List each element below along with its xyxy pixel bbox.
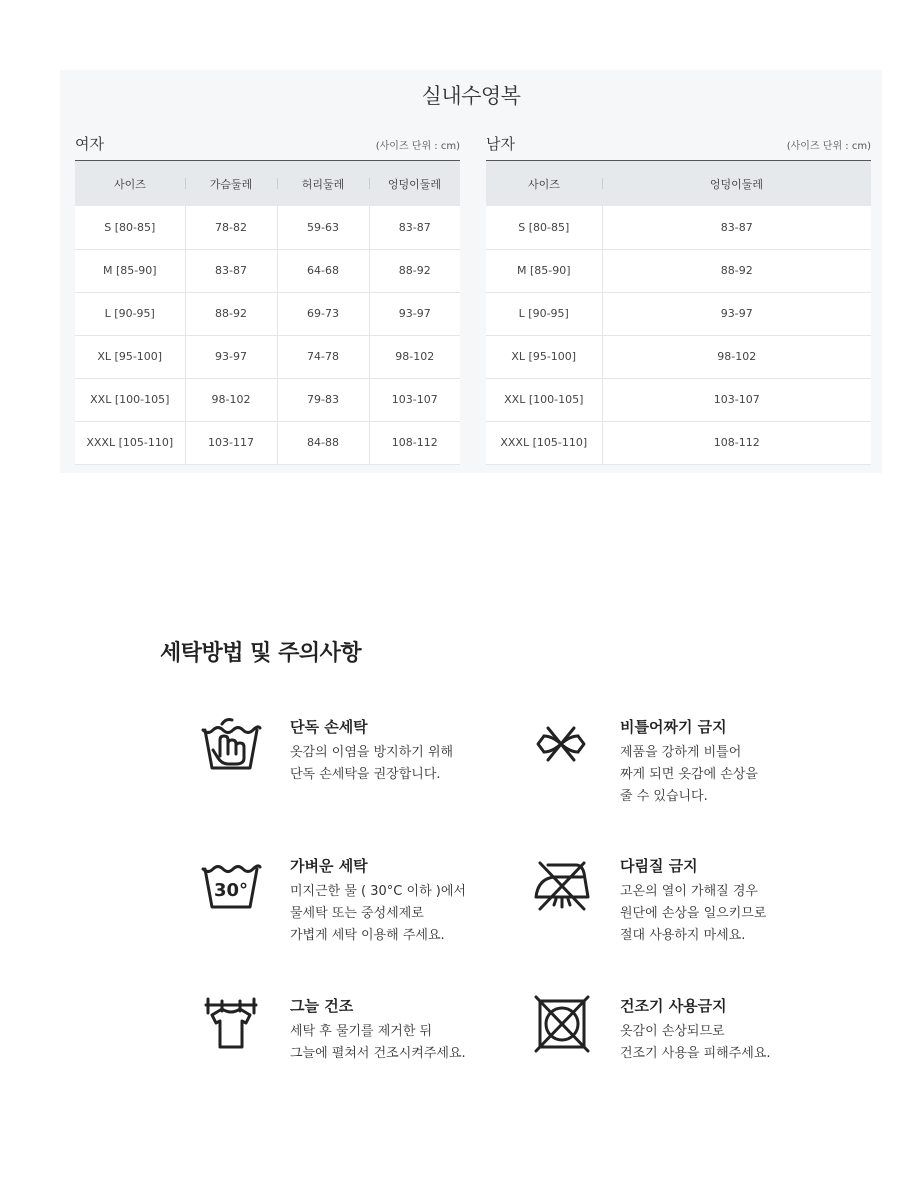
table-row	[75, 378, 460, 421]
table-row	[486, 292, 871, 335]
table-cell: 108-112	[369, 421, 460, 464]
care-item-gentle-wash	[200, 855, 500, 955]
care-desc-line: 세탁 후 물기를 제거한 뒤	[290, 1024, 433, 1039]
women-label: 여자	[75, 135, 104, 153]
column-header: 허리둘레	[277, 161, 369, 206]
care-item-name: 단독 손세탁	[290, 718, 368, 736]
care-desc-line: 줄 수 있습니다.	[620, 789, 708, 804]
size-chart-panel	[60, 70, 882, 473]
care-item-description	[620, 1021, 771, 1065]
table-cell: L [90-95]	[518, 307, 569, 320]
table-cell: 103-117	[185, 421, 277, 464]
table-cell: XXXL [105-110]	[500, 436, 588, 449]
care-item-name: 그늘 건조	[290, 997, 354, 1015]
men-unit-note: (사이즈 단위 : cm)	[786, 141, 871, 152]
no-tumble-dry-icon	[530, 995, 592, 1053]
column-header: 사이즈	[114, 177, 146, 191]
care-item-description	[290, 1021, 466, 1065]
table-row	[486, 378, 871, 421]
table-row	[75, 249, 460, 292]
women-unit-note: (사이즈 단위 : cm)	[375, 141, 460, 152]
table-cell: 98-102	[185, 378, 277, 421]
table-cell: S [80-85]	[518, 220, 570, 234]
table-cell: 93-97	[185, 335, 277, 378]
no-iron-icon	[530, 855, 592, 913]
table-cell: XL [95-100]	[511, 350, 577, 363]
table-cell: 78-82	[185, 206, 277, 249]
care-item-hand-wash	[200, 716, 500, 816]
table-cell: 59-63	[277, 206, 369, 249]
table-cell: XL [95-100]	[97, 350, 163, 363]
care-item-no-tumble-dry	[530, 995, 830, 1095]
women-table-header-bar	[75, 130, 460, 161]
table-cell: 69-73	[277, 292, 369, 335]
table-cell: 83-87	[369, 206, 460, 249]
column-header: 가슴둘레	[185, 161, 277, 206]
table-cell: 84-88	[277, 421, 369, 464]
women-size-table-block	[75, 130, 460, 465]
care-desc-line: 절대 사용하지 마세요.	[620, 928, 746, 943]
care-desc-line: 가볍게 세탁 이용해 주세요.	[290, 928, 445, 943]
table-cell: 98-102	[369, 335, 460, 378]
men-size-table	[486, 161, 871, 465]
table-cell: 74-78	[277, 335, 369, 378]
table-cell: XXL [100-105]	[504, 393, 584, 406]
table-row	[75, 292, 460, 335]
table-cell: 93-97	[602, 292, 871, 335]
care-section-title: 세탁방법 및 주의사항	[160, 641, 362, 666]
table-row	[75, 206, 460, 249]
column-header: 엉덩이둘레	[602, 161, 871, 206]
table-header-row	[486, 161, 871, 206]
table-cell: 98-102	[602, 335, 871, 378]
care-desc-line: 미지근한 물 ( 30°C 이하 )에서	[290, 884, 466, 899]
size-chart-title: 실내수영복	[421, 84, 521, 108]
care-item-no-wring	[530, 716, 830, 816]
table-row	[486, 206, 871, 249]
table-cell: XXL [100-105]	[90, 393, 170, 406]
table-cell: 93-97	[369, 292, 460, 335]
care-item-description	[620, 742, 758, 808]
column-header: 엉덩이둘레	[369, 161, 460, 206]
women-size-table	[75, 161, 460, 465]
table-cell: 88-92	[185, 292, 277, 335]
care-item-name: 다림질 금지	[620, 857, 698, 875]
table-cell: 83-87	[185, 249, 277, 292]
care-desc-line: 제품을 강하게 비틀어	[620, 745, 742, 760]
wash-temperature-label: 30°	[213, 880, 249, 901]
care-item-shade-dry	[200, 995, 500, 1095]
shade-dry-icon	[200, 995, 262, 1053]
care-item-name: 건조기 사용금지	[620, 997, 727, 1015]
care-item-description	[620, 881, 766, 947]
care-item-description	[290, 881, 466, 947]
wash-30-icon	[200, 855, 262, 913]
table-row	[486, 421, 871, 464]
table-header-row	[75, 161, 460, 206]
care-item-description	[290, 742, 453, 786]
care-desc-line: 원단에 손상을 일으키므로	[620, 906, 767, 921]
care-desc-line: 고온의 열이 가해질 경우	[620, 884, 758, 899]
men-label: 남자	[486, 135, 515, 153]
table-row	[75, 335, 460, 378]
care-desc-line: 물세탁 또는 중성세제로	[290, 906, 424, 921]
table-cell: 88-92	[369, 249, 460, 292]
care-item-name: 비틀어짜기 금지	[620, 718, 727, 736]
care-desc-line: 건조기 사용을 피해주세요.	[620, 1046, 771, 1061]
table-cell: M [85-90]	[516, 264, 571, 277]
hand-wash-icon	[200, 716, 262, 774]
table-row	[75, 421, 460, 464]
care-desc-line: 단독 손세탁을 권장합니다.	[290, 767, 441, 782]
table-cell: 64-68	[277, 249, 369, 292]
no-wring-icon	[530, 716, 592, 774]
men-size-table-block	[486, 130, 871, 465]
table-row	[486, 249, 871, 292]
table-cell: L [90-95]	[104, 307, 155, 320]
table-cell: 79-83	[277, 378, 369, 421]
table-cell: 83-87	[602, 206, 871, 249]
care-desc-line: 짜게 되면 옷감에 손상을	[620, 767, 758, 782]
care-desc-line: 옷감이 손상되므로	[620, 1024, 725, 1039]
care-item-no-iron	[530, 855, 830, 955]
table-cell: 103-107	[369, 378, 460, 421]
table-cell: M [85-90]	[102, 264, 157, 277]
table-cell: XXXL [105-110]	[86, 436, 174, 449]
table-cell: 103-107	[602, 378, 871, 421]
table-cell: S [80-85]	[104, 220, 156, 234]
men-table-header-bar	[486, 130, 871, 161]
column-header: 사이즈	[528, 177, 560, 191]
table-row	[486, 335, 871, 378]
care-desc-line: 그늘에 펼쳐서 건조시켜주세요.	[290, 1046, 466, 1061]
table-cell: 108-112	[602, 421, 871, 464]
care-item-name: 가벼운 세탁	[290, 857, 368, 875]
care-desc-line: 옷감의 이염을 방지하기 위해	[290, 745, 454, 760]
table-cell: 88-92	[602, 249, 871, 292]
